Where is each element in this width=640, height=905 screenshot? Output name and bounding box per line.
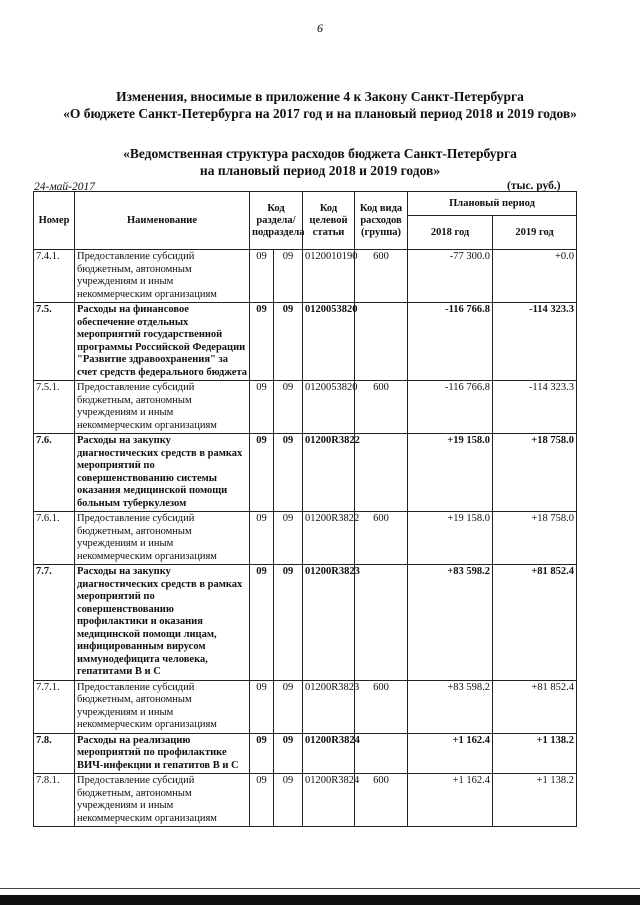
row-2019-value: -114 323.3 xyxy=(493,381,577,434)
row-target-code: 0120053820 xyxy=(303,381,355,434)
row-subsection: 09 xyxy=(274,565,303,681)
page-edge-line xyxy=(0,888,640,889)
row-target-code: 0120053820 xyxy=(303,303,355,381)
document-title xyxy=(20,88,620,122)
row-2019-value: -114 323.3 xyxy=(493,303,577,381)
row-2019-value: +1 138.2 xyxy=(493,733,577,774)
row-name: Расходы на финансовое обеспечение отдельных мероприятий государственной программы Российской Федерации "Развитие здравоохранения" за счет средств федерального бюджета xyxy=(75,303,250,381)
row-subsection: 09 xyxy=(274,434,303,512)
row-expense-code: 600 xyxy=(355,774,408,827)
row-section: 09 xyxy=(250,381,274,434)
row-name: Предоставление субсидий бюджетным, автономным учреждениям и иным некоммерческим организациям xyxy=(75,381,250,434)
row-subsection: 09 xyxy=(274,680,303,733)
row-section: 09 xyxy=(250,733,274,774)
title-line: «О бюджете Санкт-Петербурга на 2017 год и на плановый период 2018 и 2019 годов» xyxy=(63,106,577,121)
row-2019-value: +18 758.0 xyxy=(493,512,577,565)
row-name: Предоставление субсидий бюджетным, автономным учреждениям и иным некоммерческим организациям xyxy=(75,250,250,303)
row-subsection: 09 xyxy=(274,381,303,434)
document-date: 24-май-2017 xyxy=(34,181,95,193)
table-row-section xyxy=(34,434,577,512)
row-number: 7.8. xyxy=(34,733,75,774)
row-2018-value: +1 162.4 xyxy=(408,733,493,774)
budget-table xyxy=(33,191,577,827)
row-2019-value: +81 852.4 xyxy=(493,565,577,681)
row-expense-code: 600 xyxy=(355,250,408,303)
row-name: Расходы на закупку диагностических средств в рамках мероприятий по совершенствованию системы оказания медицинской помощи больным туберкулезом xyxy=(75,434,250,512)
table-row-section xyxy=(34,733,577,774)
row-2018-value: +19 158.0 xyxy=(408,434,493,512)
header-name: Наименование xyxy=(75,192,250,250)
row-target-code: 0120010190 xyxy=(303,250,355,303)
row-target-code: 01200R3823 xyxy=(303,680,355,733)
table-row xyxy=(34,680,577,733)
title-line: Изменения, вносимые в приложение 4 к Закону Санкт-Петербурга xyxy=(116,89,524,104)
row-subsection: 09 xyxy=(274,774,303,827)
row-2018-value: -77 300.0 xyxy=(408,250,493,303)
row-2019-value: +0.0 xyxy=(493,250,577,303)
row-target-code: 01200R3824 xyxy=(303,774,355,827)
table-title xyxy=(20,145,620,179)
row-target-code: 01200R3822 xyxy=(303,512,355,565)
subtitle-line: на плановый период 2018 и 2019 годов» xyxy=(199,163,441,178)
row-expense-code: 600 xyxy=(355,381,408,434)
header-2019: 2019 год xyxy=(493,216,577,250)
row-expense-code xyxy=(355,565,408,681)
table-row xyxy=(34,381,577,434)
row-expense-code: 600 xyxy=(355,680,408,733)
row-number: 7.4.1. xyxy=(34,250,75,303)
row-name: Предоставление субсидий бюджетным, автономным учреждениям и иным некоммерческим организациям xyxy=(75,512,250,565)
row-subsection: 09 xyxy=(274,303,303,381)
row-2018-value: -116 766.8 xyxy=(408,303,493,381)
row-2019-value: +18 758.0 xyxy=(493,434,577,512)
table-row-section xyxy=(34,565,577,681)
row-2018-value: +83 598.2 xyxy=(408,565,493,681)
row-name: Предоставление субсидий бюджетным, автономным учреждениям и иным некоммерческим организациям xyxy=(75,680,250,733)
header-2018: 2018 год xyxy=(408,216,493,250)
row-expense-code: 600 xyxy=(355,512,408,565)
row-2019-value: +81 852.4 xyxy=(493,680,577,733)
row-2018-value: +19 158.0 xyxy=(408,512,493,565)
row-section: 09 xyxy=(250,512,274,565)
row-subsection: 09 xyxy=(274,733,303,774)
row-target-code: 01200R3824 xyxy=(303,733,355,774)
row-subsection: 09 xyxy=(274,250,303,303)
header-planned-period: Плановый период xyxy=(408,192,577,216)
row-section: 09 xyxy=(250,250,274,303)
row-name: Предоставление субсидий бюджетным, автономным учреждениям и иным некоммерческим организациям xyxy=(75,774,250,827)
header-expense-code: Код вида расходов (группа) xyxy=(355,192,408,250)
page-number: 6 xyxy=(317,21,323,35)
table-row xyxy=(34,512,577,565)
header-target-code: Код целевой статьи xyxy=(303,192,355,250)
row-number: 7.6. xyxy=(34,434,75,512)
row-section: 09 xyxy=(250,303,274,381)
row-number: 7.8.1. xyxy=(34,774,75,827)
row-2018-value: -116 766.8 xyxy=(408,381,493,434)
row-number: 7.5. xyxy=(34,303,75,381)
header-number: Номер xyxy=(34,192,75,250)
row-section: 09 xyxy=(250,565,274,681)
row-expense-code xyxy=(355,303,408,381)
table-row xyxy=(34,774,577,827)
table-row xyxy=(34,250,577,303)
row-expense-code xyxy=(355,733,408,774)
row-number: 7.7.1. xyxy=(34,680,75,733)
row-name: Расходы на закупку диагностических средств в рамках мероприятий по совершенствованию профилактики и оказания медицинской помощи лицам, инфицированным вирусом иммунодефицита человека, гепатитами В и С xyxy=(75,565,250,681)
page-edge-bar xyxy=(0,895,640,905)
row-number: 7.7. xyxy=(34,565,75,681)
row-target-code: 01200R3822 xyxy=(303,434,355,512)
row-section: 09 xyxy=(250,434,274,512)
row-section: 09 xyxy=(250,680,274,733)
row-2019-value: +1 138.2 xyxy=(493,774,577,827)
row-subsection: 09 xyxy=(274,512,303,565)
table-row-section xyxy=(34,303,577,381)
row-number: 7.6.1. xyxy=(34,512,75,565)
row-2018-value: +1 162.4 xyxy=(408,774,493,827)
row-number: 7.5.1. xyxy=(34,381,75,434)
row-expense-code xyxy=(355,434,408,512)
row-name: Расходы на реализацию мероприятий по профилактике ВИЧ-инфекции и гепатитов В и С xyxy=(75,733,250,774)
subtitle-line: «Ведомственная структура расходов бюджета Санкт-Петербурга xyxy=(123,146,517,161)
row-2018-value: +83 598.2 xyxy=(408,680,493,733)
row-section: 09 xyxy=(250,774,274,827)
row-target-code: 01200R3823 xyxy=(303,565,355,681)
units-label: (тыс. руб.) xyxy=(507,180,561,192)
header-section-code: Код раздела/ подраздела xyxy=(250,192,303,250)
